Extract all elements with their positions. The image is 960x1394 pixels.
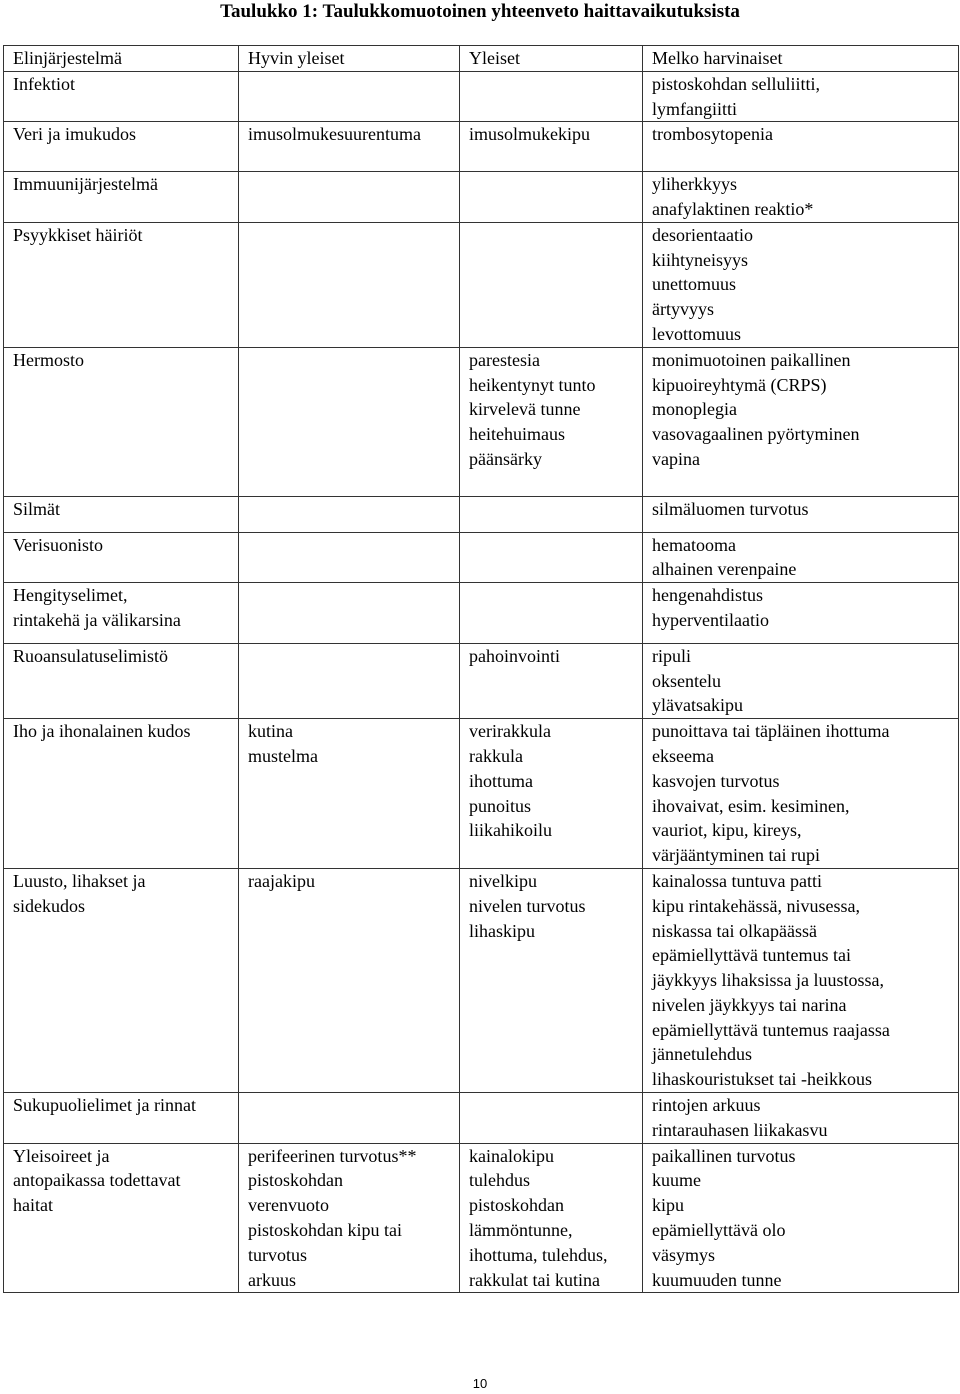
organ-cell xyxy=(4,1143,239,1293)
very-common-cell xyxy=(239,347,460,496)
uncommon-cell xyxy=(643,643,959,718)
organ-cell xyxy=(4,172,239,223)
cell-line: Verisuonisto xyxy=(13,534,103,555)
cell-line: nivelkipu xyxy=(469,870,537,891)
cell-line: levottomuus xyxy=(652,323,741,344)
cell-line: imusolmukekipu xyxy=(469,124,590,145)
organ-cell xyxy=(4,643,239,718)
cell-line: Yleisoireet ja xyxy=(13,1145,110,1166)
organ-cell xyxy=(4,496,239,532)
cell-line: heitehuimaus xyxy=(469,424,565,445)
uncommon-cell xyxy=(643,71,959,122)
cell-line: parestesia xyxy=(469,349,540,370)
common-cell xyxy=(460,222,643,347)
header-row xyxy=(4,46,959,72)
table-title: Taulukko 1: Taulukkomuotoinen yhteenveto haittavaikutuksista xyxy=(220,1,740,22)
cell-line: oksentelu xyxy=(652,670,721,691)
common-cell xyxy=(460,643,643,718)
cell-line: epämiellyttävä tuntemus raajassa xyxy=(652,1019,890,1040)
cell-line: verenvuoto xyxy=(248,1195,329,1216)
cell-line: lihaskouristukset tai -heikkous xyxy=(652,1069,872,1090)
cell-line: kuumuuden tunne xyxy=(652,1269,782,1290)
cell-line: rakkulat tai kutina xyxy=(469,1269,600,1290)
uncommon-cell xyxy=(643,1093,959,1144)
cell-line: jäykkyys lihaksissa ja luustossa, xyxy=(652,970,884,991)
uncommon-cell xyxy=(643,719,959,869)
organ-cell xyxy=(4,868,239,1092)
cell-line: desorientaatio xyxy=(652,224,753,245)
cell-line: kipu xyxy=(652,1195,685,1216)
uncommon-cell xyxy=(643,172,959,223)
cell-line: punoitus xyxy=(469,795,532,816)
uncommon-cell xyxy=(643,222,959,347)
organ-cell xyxy=(4,719,239,869)
uncommon-cell xyxy=(643,868,959,1092)
cell-line: värjääntyminen tai rupi xyxy=(652,845,820,866)
page-number: 10 xyxy=(472,1376,488,1391)
table-row xyxy=(4,71,959,122)
cell-line: Immuunijärjestelmä xyxy=(13,174,158,195)
cell-line: antopaikassa todettavat xyxy=(13,1170,181,1191)
uncommon-cell xyxy=(643,532,959,583)
cell-line: vapina xyxy=(652,448,700,469)
cell-line: Psyykkiset häiriöt xyxy=(13,224,143,245)
cell-line: sidekudos xyxy=(13,895,85,916)
cell-line: turvotus xyxy=(248,1244,308,1265)
very-common-cell xyxy=(239,643,460,718)
common-cell xyxy=(460,1093,643,1144)
very-common-cell xyxy=(239,1093,460,1144)
uncommon-cell xyxy=(643,347,959,496)
common-cell xyxy=(460,868,643,1092)
very-common-cell xyxy=(239,222,460,347)
header-common: Yleiset xyxy=(460,46,643,72)
cell-line: päänsärky xyxy=(469,448,542,469)
cell-line: tulehdus xyxy=(469,1170,530,1191)
organ-cell xyxy=(4,532,239,583)
cell-line: Luusto, lihakset ja xyxy=(13,870,146,891)
cell-line: haitat xyxy=(13,1195,53,1216)
cell-line: pistoskohdan selluliitti, xyxy=(652,73,821,94)
table-row xyxy=(4,1093,959,1144)
cell-line: nivelen turvotus xyxy=(469,895,586,916)
cell-line: unettomuus xyxy=(652,274,736,295)
cell-line: niskassa tai olkapäässä xyxy=(652,920,817,941)
cell-line: rakkula xyxy=(469,745,523,766)
common-cell xyxy=(460,719,643,869)
cell-line: lämmöntunne, xyxy=(469,1220,573,1241)
table-row xyxy=(4,122,959,172)
table-row xyxy=(4,532,959,583)
very-common-cell xyxy=(239,583,460,644)
very-common-cell xyxy=(239,868,460,1092)
cell-line: Silmät xyxy=(13,498,61,519)
very-common-cell xyxy=(239,122,460,172)
cell-line: Hermosto xyxy=(13,349,84,370)
organ-cell xyxy=(4,1093,239,1144)
table-row xyxy=(4,583,959,644)
cell-line: perifeerinen turvotus** xyxy=(248,1145,417,1166)
table-row xyxy=(4,222,959,347)
cell-line: liikahikoilu xyxy=(469,820,552,841)
cell-line: Ruoansulatuselimistö xyxy=(13,645,168,666)
cell-line: anafylaktinen reaktio* xyxy=(652,198,814,219)
common-cell xyxy=(460,1143,643,1293)
table-row xyxy=(4,1143,959,1293)
cell-line: kutina xyxy=(248,721,293,742)
uncommon-cell xyxy=(643,583,959,644)
cell-line: monimuotoinen paikallinen xyxy=(652,349,851,370)
table-row xyxy=(4,172,959,223)
cell-line: yliherkkyys xyxy=(652,174,737,195)
common-cell xyxy=(460,532,643,583)
header-very-common: Hyvin yleiset xyxy=(239,46,460,72)
cell-line: trombosytopenia xyxy=(652,124,773,145)
cell-line: kipuoireyhtymä (CRPS) xyxy=(652,374,827,395)
table-row xyxy=(4,643,959,718)
cell-line: ihovaivat, esim. kesiminen, xyxy=(652,795,850,816)
cell-line: kiihtyneisyys xyxy=(652,249,749,270)
cell-line: ekseema xyxy=(652,745,714,766)
cell-line: pistoskohdan xyxy=(248,1170,344,1191)
organ-cell xyxy=(4,122,239,172)
cell-line: mustelma xyxy=(248,745,318,766)
organ-cell xyxy=(4,222,239,347)
cell-line: Sukupuolielimet ja rinnat xyxy=(13,1095,196,1116)
cell-line: kasvojen turvotus xyxy=(652,770,780,791)
very-common-cell xyxy=(239,172,460,223)
cell-line: Hengityselimet, xyxy=(13,585,128,606)
cell-line: hyperventilaatio xyxy=(652,609,769,630)
common-cell xyxy=(460,496,643,532)
table-row xyxy=(4,496,959,532)
cell-line: vauriot, kipu, kireys, xyxy=(652,820,802,841)
uncommon-cell xyxy=(643,1143,959,1293)
cell-line: kirvelevä tunne xyxy=(469,399,581,420)
cell-line: rintakehä ja välikarsina xyxy=(13,609,181,630)
cell-line: monoplegia xyxy=(652,399,737,420)
cell-line: Infektiot xyxy=(13,73,75,94)
cell-line: lihaskipu xyxy=(469,920,535,941)
header-organ: Elinjärjestelmä xyxy=(4,46,239,72)
cell-line: imusolmukesuurentuma xyxy=(248,124,421,145)
common-cell xyxy=(460,122,643,172)
cell-line: ihottuma xyxy=(469,770,533,791)
cell-line: pistoskohdan xyxy=(469,1195,565,1216)
cell-line: kainalossa tuntuva patti xyxy=(652,870,822,891)
cell-line: pahoinvointi xyxy=(469,645,560,666)
cell-line: ihottuma, tulehdus, xyxy=(469,1244,608,1265)
header-uncommon: Melko harvinaiset xyxy=(643,46,959,72)
cell-line: jännetulehdus xyxy=(652,1044,752,1065)
cell-line: silmäluomen turvotus xyxy=(652,498,809,519)
table-row xyxy=(4,347,959,496)
very-common-cell xyxy=(239,719,460,869)
organ-cell xyxy=(4,347,239,496)
uncommon-cell xyxy=(643,496,959,532)
cell-line: verirakkula xyxy=(469,721,551,742)
very-common-cell xyxy=(239,496,460,532)
organ-cell xyxy=(4,71,239,122)
table-row xyxy=(4,719,959,869)
cell-line: punoittava tai täpläinen ihottuma xyxy=(652,721,890,742)
cell-line: epämiellyttävä tuntemus tai xyxy=(652,945,851,966)
very-common-cell xyxy=(239,532,460,583)
table-row xyxy=(4,868,959,1092)
common-cell xyxy=(460,71,643,122)
common-cell xyxy=(460,347,643,496)
cell-line: Veri ja imukudos xyxy=(13,124,136,145)
cell-line: ripuli xyxy=(652,645,691,666)
cell-line: pistoskohdan kipu tai xyxy=(248,1220,402,1241)
cell-line: kuume xyxy=(652,1170,701,1191)
cell-line: heikentynyt tunto xyxy=(469,374,596,395)
cell-line: rintarauhasen liikakasvu xyxy=(652,1119,828,1140)
cell-line: hematooma xyxy=(652,534,736,555)
cell-line: rintojen arkuus xyxy=(652,1095,761,1116)
cell-line: kipu rintakehässä, nivusessa, xyxy=(652,895,860,916)
cell-line: hengenahdistus xyxy=(652,585,763,606)
very-common-cell xyxy=(239,1143,460,1293)
cell-line: ylävatsakipu xyxy=(652,695,743,716)
cell-line: arkuus xyxy=(248,1269,296,1290)
common-cell xyxy=(460,583,643,644)
cell-line: vasovagaalinen pyörtyminen xyxy=(652,424,860,445)
cell-line: nivelen jäykkyys tai narina xyxy=(652,994,847,1015)
cell-line: paikallinen turvotus xyxy=(652,1145,796,1166)
cell-line: alhainen verenpaine xyxy=(652,559,797,580)
cell-line: Iho ja ihonalainen kudos xyxy=(13,721,191,742)
organ-cell xyxy=(4,583,239,644)
common-cell xyxy=(460,172,643,223)
cell-line: kainalokipu xyxy=(469,1145,554,1166)
very-common-cell xyxy=(239,71,460,122)
adverse-effects-table xyxy=(3,45,959,1293)
cell-line: ärtyvyys xyxy=(652,299,714,320)
cell-line: väsymys xyxy=(652,1244,715,1265)
cell-line: raajakipu xyxy=(248,870,315,891)
uncommon-cell xyxy=(643,122,959,172)
cell-line: epämiellyttävä olo xyxy=(652,1220,786,1241)
cell-line: lymfangiitti xyxy=(652,98,737,119)
